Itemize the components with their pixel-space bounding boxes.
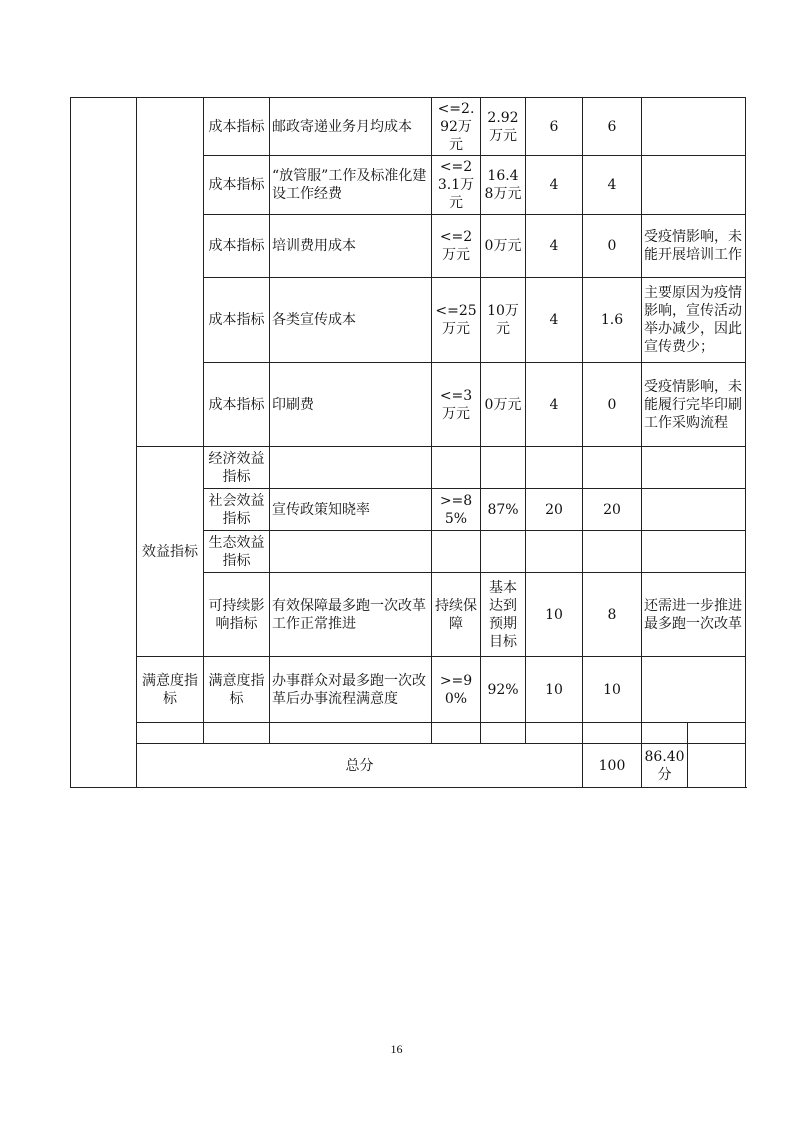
weight-value: 20 [526,489,583,531]
indicator-content: 有效保障最多跑一次改革工作正常推进 [270,573,432,657]
deviation-reason [642,98,746,156]
target-value: >=90% [432,657,481,723]
empty-cell [204,723,270,744]
actual-value: 0万元 [481,215,526,278]
level3-cell: 成本指标 [204,215,270,278]
weight-value: 4 [526,215,583,278]
level3-cell: 可持续影响指标 [204,573,270,657]
indicator-content [270,447,432,489]
deviation-reason [642,657,746,723]
performance-table [70,97,746,788]
indicator-content: 培训费用成本 [270,215,432,278]
weight-value: 4 [526,278,583,363]
deviation-reason: 受疫情影响，未能履行完毕印刷工作采购流程 [642,363,746,447]
actual-value: 92% [481,657,526,723]
indicator-content [270,531,432,573]
level1-cell [71,98,137,788]
score-value [583,447,642,489]
level3-cell: 成本指标 [204,363,270,447]
target-value [432,531,481,573]
empty-cell [526,723,583,744]
level3-cell: 社会效益指标 [204,489,270,531]
empty-cell [481,723,526,744]
actual-value: 0万元 [481,363,526,447]
actual-value: 16.48万元 [481,156,526,215]
page-number: 16 [390,1042,403,1056]
deviation-reason: 主要原因为疫情影响，宣传活动举办减少，因此宣传费少； [642,278,746,363]
level3-cell: 成本指标 [204,98,270,156]
total-label: 总分 [137,744,583,788]
empty-cell [688,744,746,788]
level3-cell: 成本指标 [204,278,270,363]
target-value: <=23.1万元 [432,156,481,215]
total-score: 86.40分 [642,744,688,788]
empty-cell [432,723,481,744]
score-value: 0 [583,215,642,278]
actual-value: 87% [481,489,526,531]
empty-cell [583,723,642,744]
score-value [583,531,642,573]
deviation-reason [642,156,746,215]
level2-cell: 效益指标 [137,447,204,657]
target-value: <=2.92万元 [432,98,481,156]
target-value: <=2万元 [432,215,481,278]
deviation-reason [642,489,746,531]
indicator-content: “放管服”工作及标准化建设工作经费 [270,156,432,215]
table-row [71,447,746,489]
score-value: 1.6 [583,278,642,363]
table-row [71,98,746,156]
target-value: <=3万元 [432,363,481,447]
deviation-reason: 还需进一步推进最多跑一次改革 [642,573,746,657]
score-value: 6 [583,98,642,156]
target-value: >=85% [432,489,481,531]
weight-value: 10 [526,657,583,723]
deviation-reason [642,447,746,489]
table-row [71,723,746,744]
level3-cell: 满意度指标 [204,657,270,723]
actual-value [481,447,526,489]
weight-value: 6 [526,98,583,156]
score-value: 10 [583,657,642,723]
actual-value: 2.92万元 [481,98,526,156]
empty-cell [270,723,432,744]
target-value [432,447,481,489]
total-row [71,744,746,788]
actual-value: 10万元 [481,278,526,363]
empty-cell [137,723,204,744]
weight-value: 4 [526,156,583,215]
deviation-reason [642,531,746,573]
level3-cell: 成本指标 [204,156,270,215]
score-value: 20 [583,489,642,531]
empty-cell [688,723,746,744]
empty-cell [642,723,688,744]
weight-value [526,447,583,489]
weight-value: 4 [526,363,583,447]
weight-value [526,531,583,573]
level2-cell: 满意度指标 [137,657,204,723]
indicator-content: 各类宣传成本 [270,278,432,363]
target-value: 持续保障 [432,573,481,657]
score-value: 0 [583,363,642,447]
indicator-content: 印刷费 [270,363,432,447]
score-value: 4 [583,156,642,215]
indicator-content: 办事群众对最多跑一次改革后办事流程满意度 [270,657,432,723]
weight-value: 10 [526,573,583,657]
table-row [71,657,746,723]
level3-cell: 生态效益指标 [204,531,270,573]
level3-cell: 经济效益指标 [204,447,270,489]
actual-value: 基本达到预期目标 [481,573,526,657]
indicator-content: 邮政寄递业务月均成本 [270,98,432,156]
actual-value [481,531,526,573]
target-value: <=25万元 [432,278,481,363]
level2-cell [137,98,204,447]
indicator-content: 宣传政策知晓率 [270,489,432,531]
deviation-reason: 受疫情影响，未能开展培训工作 [642,215,746,278]
total-weight: 100 [583,744,642,788]
score-value: 8 [583,573,642,657]
